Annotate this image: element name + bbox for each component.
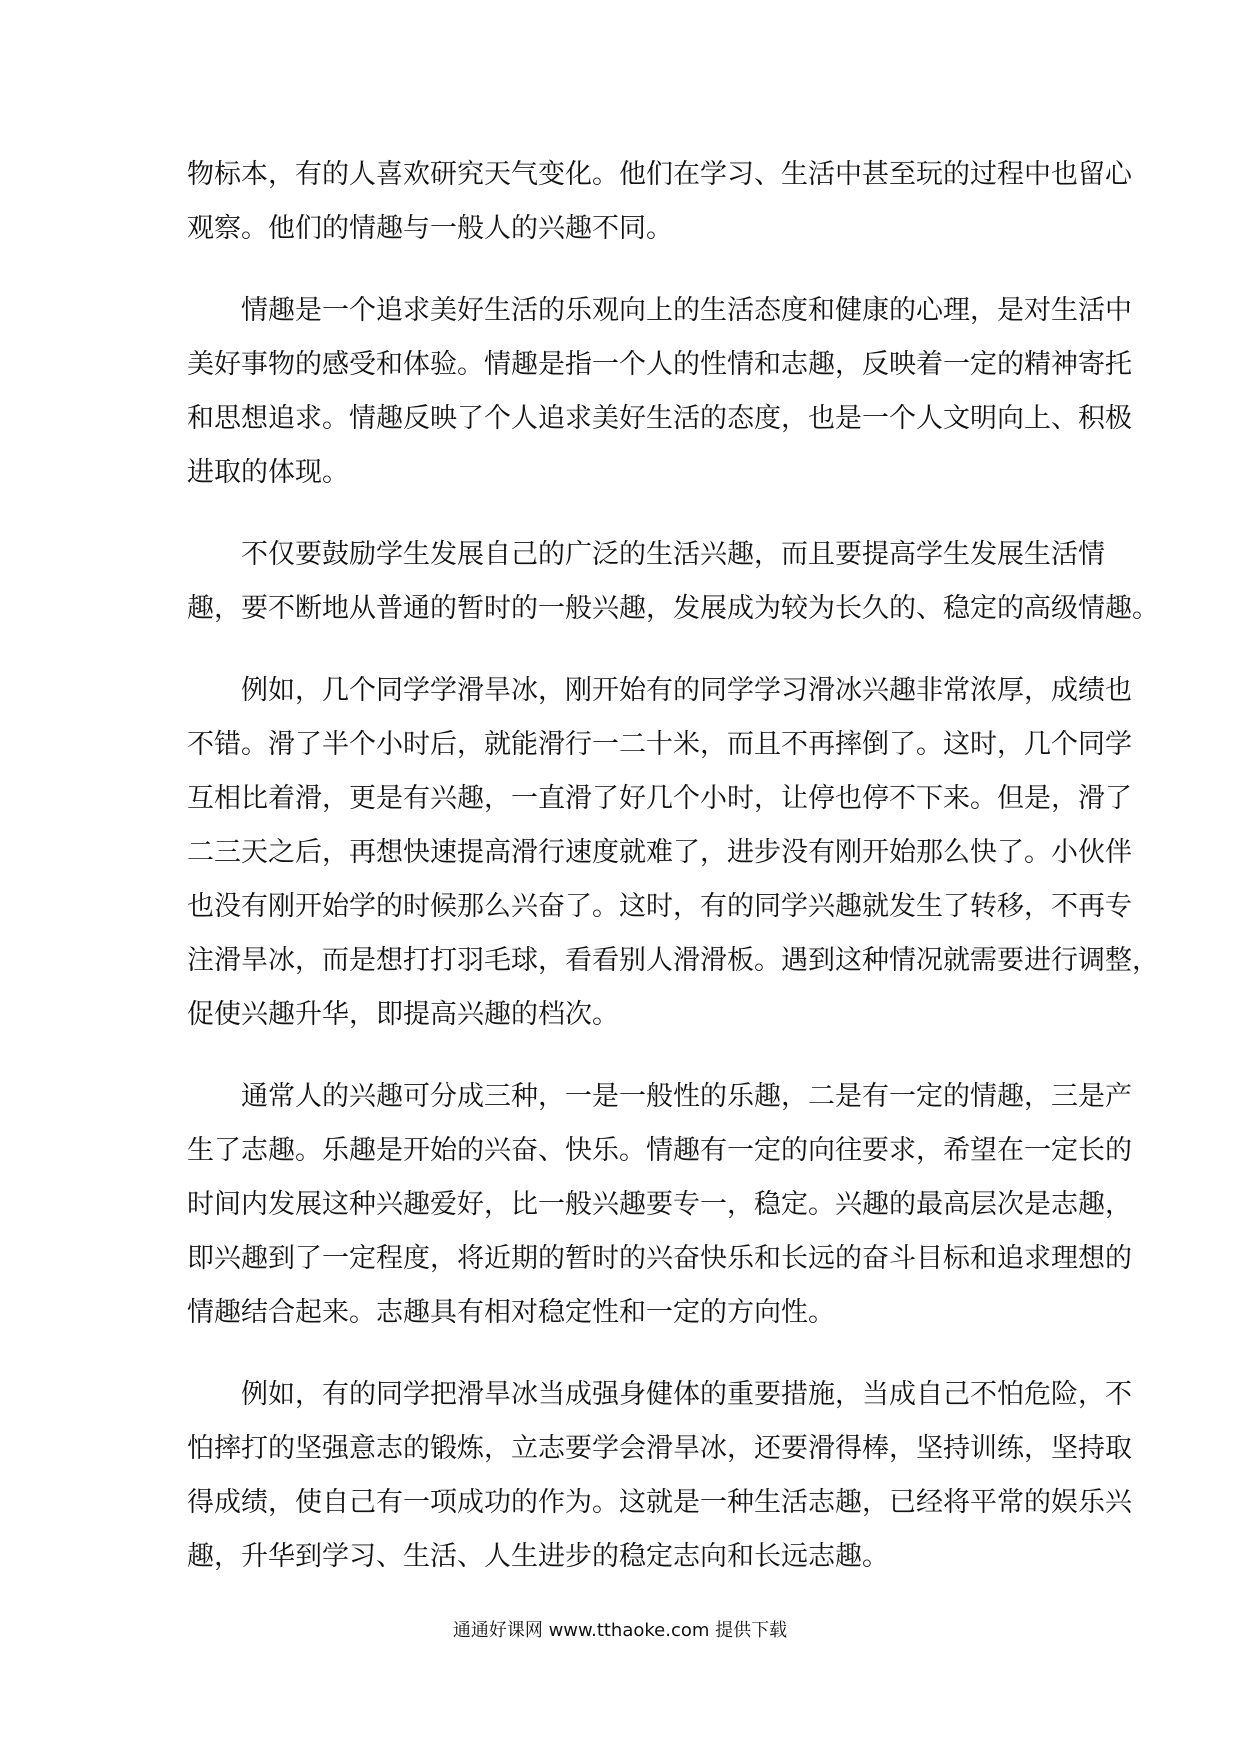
text-line: 二三天之后，再想快速提高滑行速度就难了，进步没有刚开始那么快了。小伙伴 (187, 837, 1132, 868)
text-line: 和思想追求。情趣反映了个人追求美好生活的态度，也是一个人文明向上、积极 (187, 403, 1132, 434)
text-line: 不错。滑了半个小时后，就能滑行一二十米，而且不再摔倒了。这时，几个同学 (187, 729, 1132, 760)
paragraph (187, 148, 1132, 256)
text-line: 趣，升华到学习、生活、人生进步的稳定志向和长远志趣。 (187, 1541, 889, 1572)
text-line: 得成绩，使自己有一项成功的作为。这就是一种生活志趣，已经将平常的娱乐兴 (187, 1487, 1132, 1518)
text-line: 例如，几个同学学滑旱冰，刚开始有的同学学习滑冰兴趣非常浓厚，成绩也 (187, 675, 1132, 706)
text-line: 生了志趣。乐趣是开始的兴奋、快乐。情趣有一定的向往要求，希望在一定长的 (187, 1135, 1132, 1166)
text-line: 怕摔打的坚强意志的锻炼，立志要学会滑旱冰，还要滑得棒，坚持训练，坚持取 (187, 1433, 1132, 1464)
text-line: 美好事物的感受和体验。情趣是指一个人的性情和志趣，反映着一定的精神寄托 (187, 349, 1132, 380)
text-line: 互相比着滑，更是有兴趣，一直滑了好几个小时，让停也停不下来。但是，滑了 (187, 783, 1132, 814)
paragraph (187, 1070, 1132, 1340)
text-line: 观察。他们的情趣与一般人的兴趣不同。 (187, 213, 673, 244)
text-line: 情趣结合起来。志趣具有相对稳定性和一定的方向性。 (187, 1297, 835, 1328)
text-line: 例如，有的同学把滑旱冰当成强身健体的重要措施，当成自己不怕危险，不 (187, 1379, 1132, 1410)
text-line: 也没有刚开始学的时候那么兴奋了。这时，有的同学兴趣就发生了转移，不再专 (187, 891, 1132, 922)
page-footer: 通通好课网 www.tthaoke.com 提供下载 (452, 1620, 788, 1641)
paragraph (187, 284, 1132, 500)
text-line: 情趣是一个追求美好生活的乐观向上的生活态度和健康的心理，是对生活中 (187, 295, 1132, 326)
paragraph (187, 528, 1159, 636)
text-line: 通常人的兴趣可分成三种，一是一般性的乐趣，二是有一定的情趣，三是产 (187, 1081, 1132, 1112)
text-line: 进取的体现。 (187, 457, 349, 488)
text-line: 促使兴趣升华，即提高兴趣的档次。 (187, 999, 619, 1030)
text-line: 不仅要鼓励学生发展自己的广泛的生活兴趣，而且要提高学生发展生活情 (187, 539, 1105, 570)
text-line: 即兴趣到了一定程度，将近期的暂时的兴奋快乐和长远的奋斗目标和追求理想的 (187, 1243, 1132, 1274)
paragraph (187, 1368, 1132, 1584)
document-body (187, 148, 1159, 1612)
paragraph (187, 664, 1159, 1042)
text-line: 趣，要不断地从普通的暂时的一般兴趣，发展成为较为长久的、稳定的高级情趣。 (187, 593, 1159, 624)
text-line: 时间内发展这种兴趣爱好，比一般兴趣要专一，稳定。兴趣的最高层次是志趣， (187, 1189, 1132, 1220)
text-line: 注滑旱冰，而是想打打羽毛球，看看别人滑滑板。遇到这种情况就需要进行调整， (187, 945, 1159, 976)
text-line: 物标本，有的人喜欢研究天气变化。他们在学习、生活中甚至玩的过程中也留心 (187, 159, 1132, 190)
